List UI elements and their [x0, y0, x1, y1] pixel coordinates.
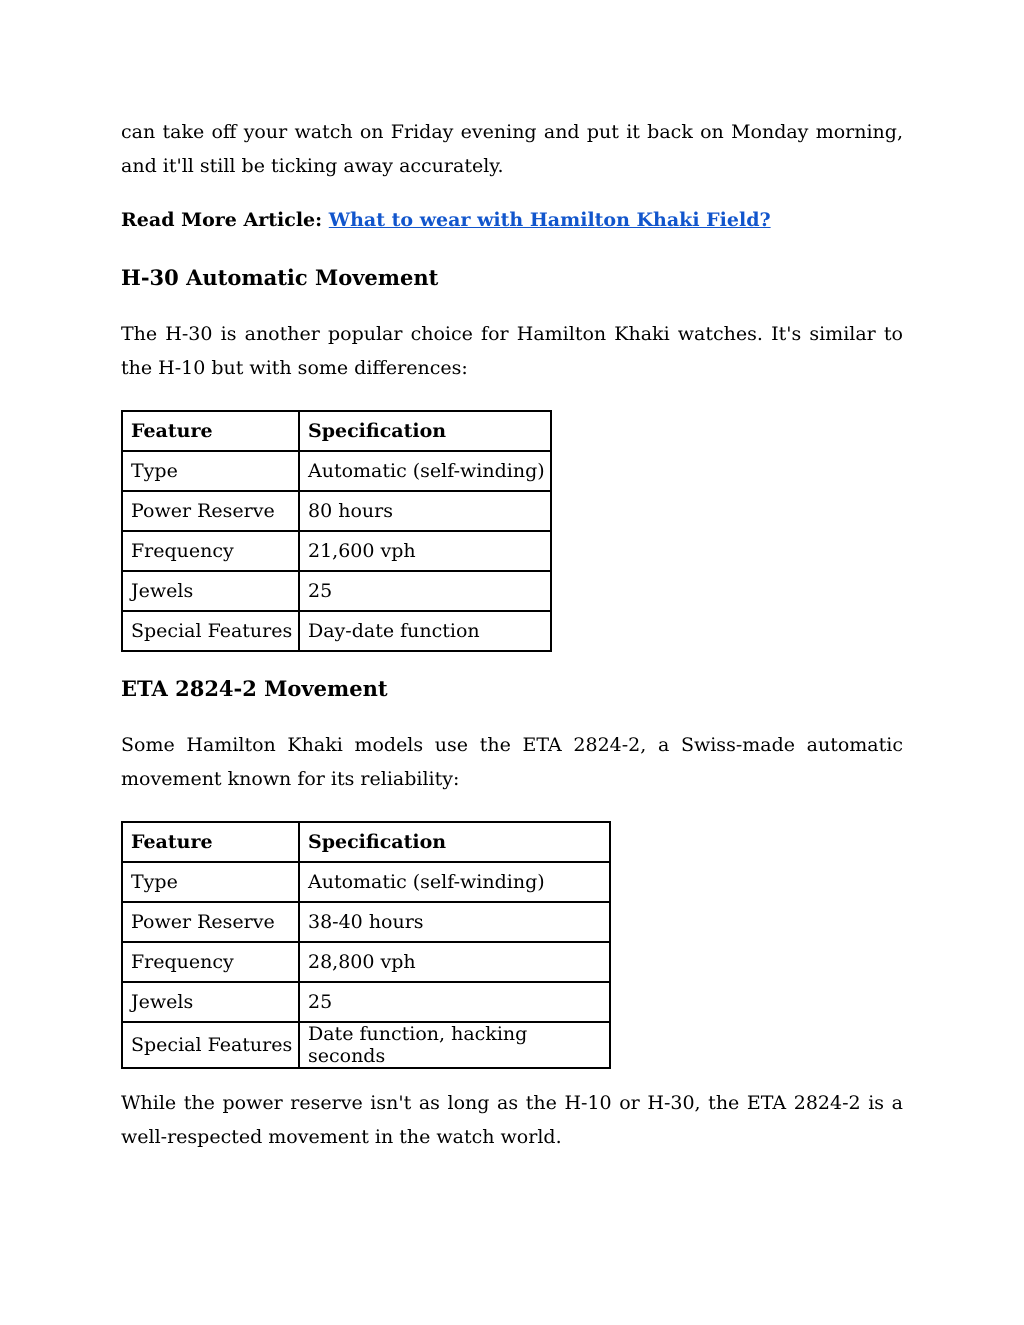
table-row [122, 862, 610, 902]
table-cell: Date function, hacking seconds [299, 1022, 610, 1068]
table-row [122, 982, 610, 1022]
table-header-cell: Specification [299, 411, 551, 451]
table-cell: Automatic (self-winding) [299, 451, 551, 491]
table-row [122, 942, 610, 982]
table-cell: 25 [299, 982, 610, 1022]
h30-heading: H-30 Automatic Movement [121, 265, 439, 290]
table-cell: Day-date function [299, 611, 551, 651]
table-header-cell: Feature [122, 822, 299, 862]
document-page [121, 112, 903, 1154]
table-header-cell: Feature [122, 411, 299, 451]
table-row [122, 451, 551, 491]
table-cell: 28,800 vph [299, 942, 610, 982]
read-more-label: Read More Article: [121, 209, 323, 231]
table-cell: Special Features [122, 611, 299, 651]
table-cell: Type [122, 862, 299, 902]
read-more-line [121, 203, 903, 237]
table-cell: Type [122, 451, 299, 491]
table-row [122, 902, 610, 942]
table-cell: Frequency [122, 942, 299, 982]
table-cell: Power Reserve [122, 491, 299, 531]
table-cell: 38-40 hours [299, 902, 610, 942]
closing-paragraph: While the power reserve isn't as long as the H-10 or H-30, the ETA 2824-2 is a well-respected movement in the watch world. [121, 1092, 903, 1148]
table-cell: 80 hours [299, 491, 551, 531]
table-cell: 21,600 vph [299, 531, 551, 571]
h30-spec-table [121, 410, 552, 652]
table-row [122, 531, 551, 571]
table-row [122, 491, 551, 531]
eta-spec-table [121, 821, 611, 1069]
table-cell: Special Features [122, 1022, 299, 1068]
table-cell: Jewels [122, 571, 299, 611]
table-header-row [122, 411, 551, 451]
table-header-row [122, 822, 610, 862]
intro-paragraph: can take off your watch on Friday evening and put it back on Monday morning, and it'll still be ticking away accurately. [121, 121, 903, 177]
table-cell: Automatic (self-winding) [299, 862, 610, 902]
table-row [122, 1022, 610, 1068]
table-row [122, 571, 551, 611]
read-more-link[interactable]: What to wear with Hamilton Khaki Field? [328, 209, 771, 231]
table-cell: Power Reserve [122, 902, 299, 942]
table-header-cell: Specification [299, 822, 610, 862]
eta-paragraph: Some Hamilton Khaki models use the ETA 2824-2, a Swiss-made automatic movement known for its reliability: [121, 734, 903, 790]
table-cell: 25 [299, 571, 551, 611]
eta-heading: ETA 2824-2 Movement [121, 676, 388, 701]
table-cell: Frequency [122, 531, 299, 571]
h30-paragraph: The H-30 is another popular choice for Hamilton Khaki watches. It's similar to the H-10 but with some differences: [121, 323, 903, 379]
table-row [122, 611, 551, 651]
table-cell: Jewels [122, 982, 299, 1022]
